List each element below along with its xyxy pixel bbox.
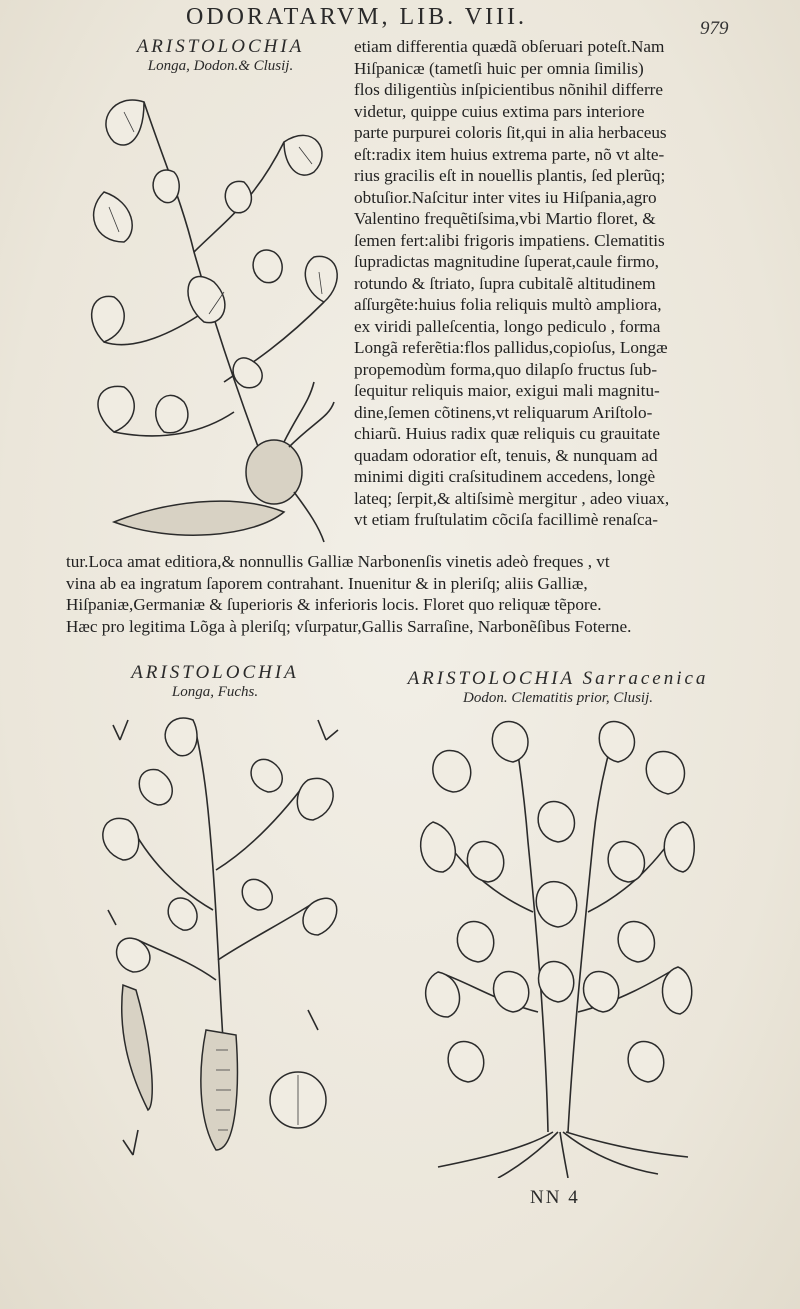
text-line: rotundo & ſtriato, ſupra cubitalẽ altitudinem <box>354 273 656 293</box>
page-number: 979 <box>700 18 729 39</box>
text-line: chiarũ. Huius radix quæ reliquis cu grauitate <box>354 424 660 443</box>
text-line: eſt:radix item huius extrema parte, nõ vt alte- <box>354 144 665 164</box>
text-line: dine,ſemen cõtinens,vt reliquarum Ariſtolo- <box>354 402 653 422</box>
text-line: parte purpurei coloris ſit,qui in alia herbaceus <box>354 123 667 142</box>
caption-subtitle: Dodon. Clematitis prior, Clusij. <box>462 689 654 706</box>
text-line: aſſurgẽte:huius folia reliquis multò ampliora, <box>354 295 662 314</box>
text-line: flos diligentiùs inſpicientibus nõnihil differre <box>354 80 664 99</box>
caption-bottom-right <box>398 668 718 707</box>
text-line: quadam odoratior eſt, tenuis, & nunquam ad <box>354 445 658 465</box>
caption-title: ARISTOLOCHIA <box>136 36 305 57</box>
caption-top-left <box>98 36 343 75</box>
text-full-width <box>66 551 732 637</box>
text-line: ſemen fert:alibi frigoris impatiens. Clematitis <box>354 230 665 250</box>
text-line: vina ab ea ingratum ſaporem contrahant. Inuenitur & in pleriſq; aliis Galliæ, <box>66 573 588 593</box>
caption-title: ARISTOLOCHIA <box>131 662 299 683</box>
caption-bottom-left <box>94 662 336 701</box>
text-line: minimi digiti craſsitudinem accedens, longè <box>354 467 656 486</box>
text-line: videtur, quippe cuius extima pars interiore <box>354 101 645 121</box>
text-line: rius gracilis eſt in nouellis plantis, ſed plerũq; <box>354 166 666 185</box>
text-line: obtuſior.Naſcitur inter vites iu Hiſpania,agro <box>354 187 657 207</box>
text-line: Valentino frequẽtiſsima,vbi Martio floret, & <box>354 209 656 228</box>
caption-subtitle: Longa, Fuchs. <box>171 683 259 700</box>
text-line: lateq; ſerpit,& altiſsimè mergitur , adeo viuax, <box>354 488 670 508</box>
text-line: propemodùm forma,quo dilapſo fructus ſub- <box>354 359 658 379</box>
text-column <box>354 36 714 531</box>
text-line: ſupradictas magnitudine ſuperat,caule firmo, <box>354 252 659 271</box>
aristolochia-longa-dodonaeus-woodcut <box>84 82 346 546</box>
caption-title: ARISTOLOCHIA Sarracenica <box>407 668 709 689</box>
text-line: etiam differentia quædã obſeruari poteſt.Nam <box>354 37 665 56</box>
signature-mark: NN 4 <box>530 1187 580 1208</box>
running-head: ODORATARVM, LIB. VIII. <box>186 4 528 30</box>
aristolochia-sarracenica-woodcut <box>418 712 696 1178</box>
text-line: Hiſpaniæ,Germaniæ & ſuperioris & inferioris locis. Floret quo reliquæ tẽpore. <box>66 595 602 614</box>
text-line: vt etiam fruſtulatim cõciſa facillimè renaſca- <box>354 510 658 529</box>
text-line: ex viridi palleſcentia, longo pediculo , forma <box>354 316 661 336</box>
text-line: Longã referẽtia:flos pallidus,copioſus, Longæ <box>354 338 668 357</box>
text-line: tur.Loca amat editiora,& nonnullis Galliæ Narbonenſis vinetis adeò freques , vt <box>66 552 610 571</box>
aristolochia-longa-fuchs-woodcut <box>98 710 343 1166</box>
text-line: Hiſpanicæ (tametſi huic per omnia ſimilis) <box>354 58 644 78</box>
text-line: ſequitur reliquis maior, exigui mali magnitu- <box>354 381 660 400</box>
text-line: Hæc pro legitima Lõga à pleriſq; vſurpatur,Gallis Sarraſine, Narbonẽſibus Foterne. <box>66 616 632 636</box>
caption-subtitle: Longa, Dodon.& Clusij. <box>147 57 294 74</box>
